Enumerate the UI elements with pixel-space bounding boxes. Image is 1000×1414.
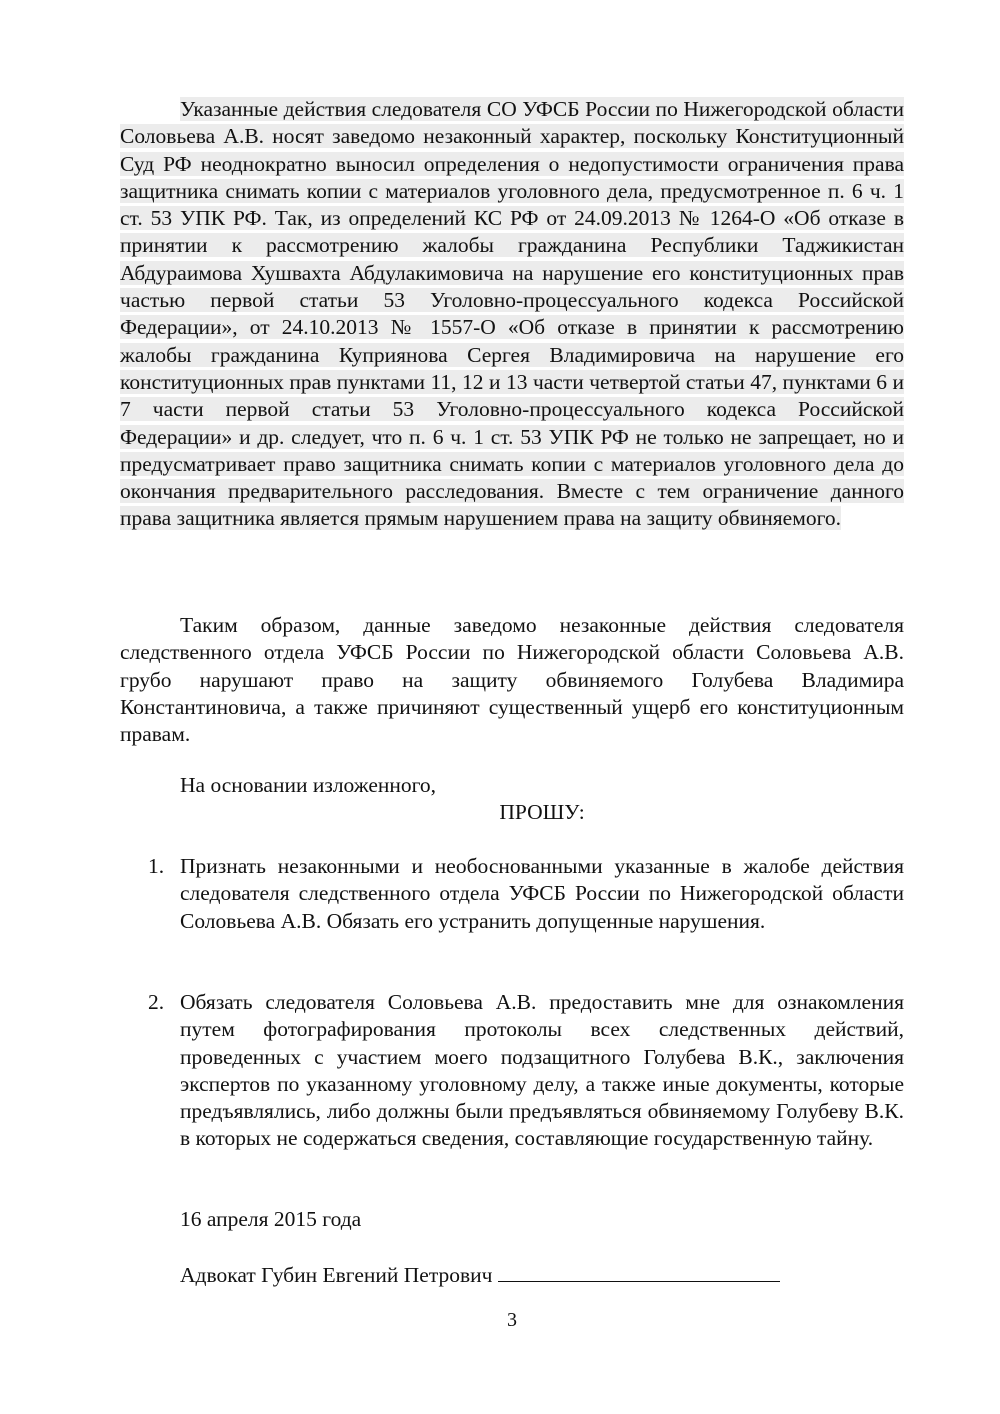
request-number: 2. xyxy=(148,990,165,1014)
document-date: 16 апреля 2015 года xyxy=(180,1207,362,1231)
request-text: Признать незаконными и необоснованными указанные в жалобе действия следователя следственного отдела УФСБ России по Нижегородской области Соловьева А.В. Обязать его устранить допущенные нарушения. xyxy=(180,854,904,933)
request-number: 1. xyxy=(148,854,165,878)
signature-block xyxy=(180,1261,780,1289)
page-number: 3 xyxy=(507,1309,517,1331)
basis-line: На основании изложенного, xyxy=(180,773,437,797)
paragraph-legal-argument xyxy=(120,96,904,533)
highlighted-text: Указанные действия следователя СО УФСБ России по Нижегородской области Соловьева А.В. носят заведомо незаконный характер, поскольку Конституционный Суд РФ неоднократно выносил определения о недопустимости ограничения права защитника снимать копии с материалов уголовного дела, предусмотренное п. 6 ч. 1 ст. 53 УПК РФ. Так, из определений КС РФ от 24.09.2013 № 1264-О «Об отказе в принятии к рассмотрению жалобы гражданина Республики Таджикистан Абдураимова Хушвахта Абдулакимовича на нарушение его конституционных прав частью первой статьи 53 Уголовно-процессуального кодекса Российской Федерации», от 24.10.2013 № 1557-О «Об отказе в принятии к рассмотрению жалобы гражданина Куприянова Сергея Владимировича на нарушение его конституционных прав пунктами 11, 12 и 13 части четвертой статьи 47, пунктами 6 и 7 части первой статьи 53 Уголовно-процессуального кодекса Российской Федерации» и др. следует, что п. 6 ч. 1 ст. 53 УПК РФ не только не запрещает, но и предусматривает право защитника снимать копии с материалов уголовного дела до окончания предварительного расследования. Вместе с тем ограничение данного права защитника является прямым нарушением права на защиту обвиняемого. xyxy=(120,97,904,531)
request-text: Обязать следователя Соловьева А.В. предоставить мне для ознакомления путем фотографирования протоколы всех следственных действий, проведенных с участием моего подзащитного Голубева В.К., заключения экспертов по указанному уголовному делу, а также иные документы, которые предъявлялись, либо должны были предъявляться обвиняемому Голубеву В.К. в которых не содержаться сведения, составляющие государственную тайну. xyxy=(180,990,904,1151)
signature-label: Адвокат Губин Евгений Петрович xyxy=(180,1263,493,1287)
signature-line xyxy=(498,1261,780,1282)
request-item-1 xyxy=(148,853,904,935)
request-heading: ПРОШУ: xyxy=(499,800,585,824)
paragraph-conclusion: Таким образом, данные заведомо незаконные действия следователя следственного отдела УФСБ России по Нижегородской области Соловьева А.В. грубо нарушают право на защиту обвиняемого Голубева Владимира Константиновича, а также причиняют существенный ущерб его конституционным правам. xyxy=(120,613,904,747)
request-item-2 xyxy=(148,989,904,1153)
